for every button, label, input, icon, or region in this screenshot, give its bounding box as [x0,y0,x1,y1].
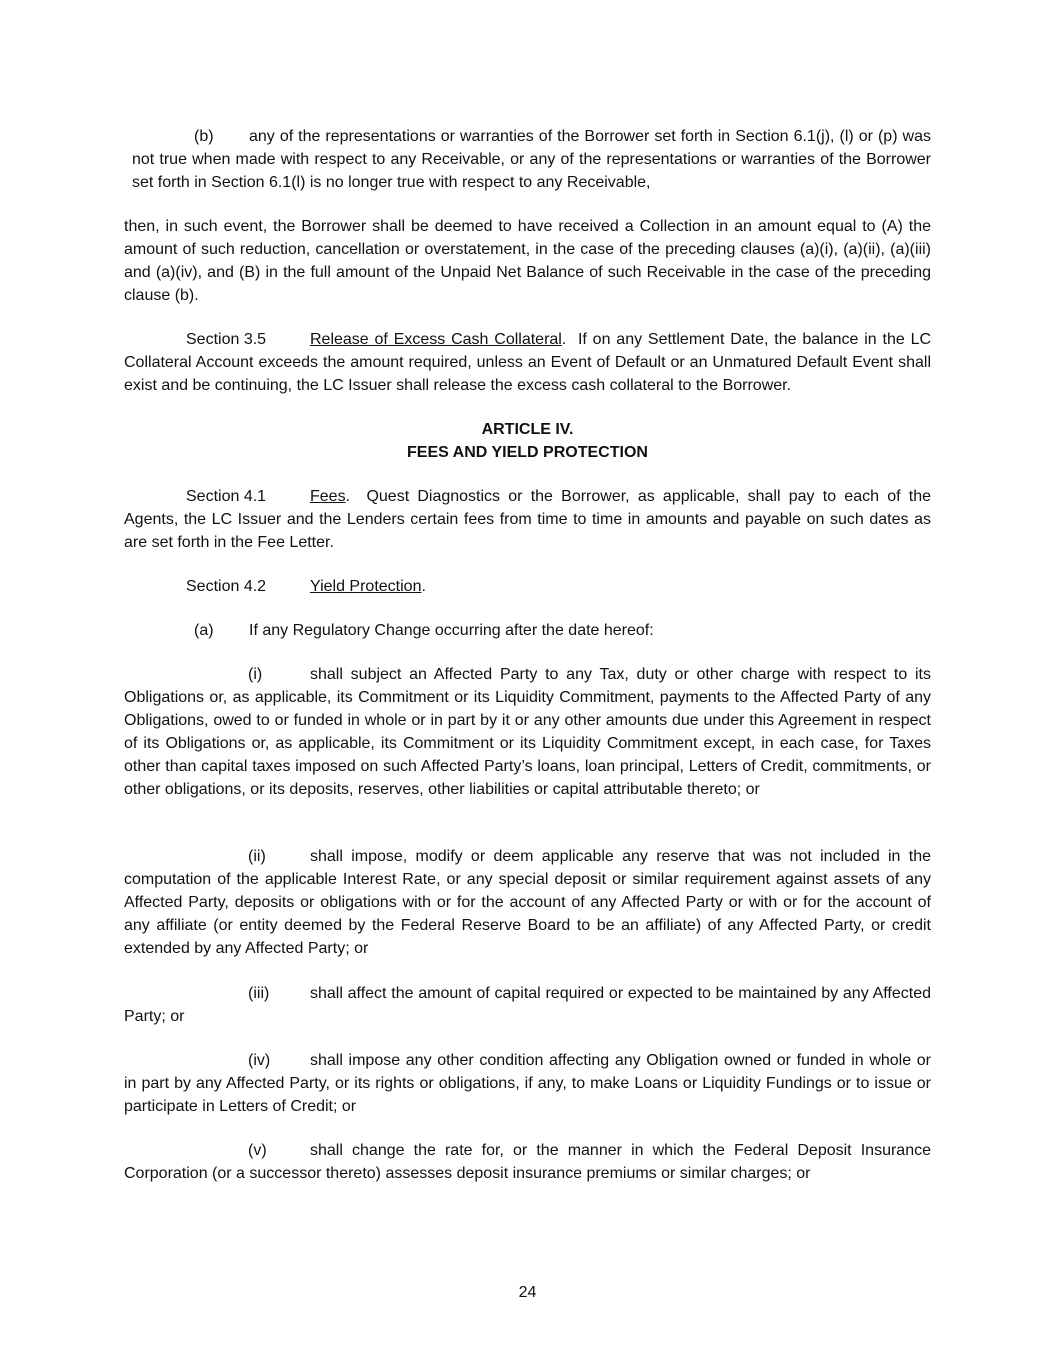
section-4-1-number: Section 4.1 [186,488,267,505]
section-3-5-title: Release of Excess Cash Collateral [310,331,562,348]
clause-b-label: (b) [194,128,214,145]
clause-a-paragraph [124,619,931,642]
sub-iv-paragraph [124,1049,931,1118]
sub-i-paragraph [124,663,931,801]
sub-i-text: shall subject an Affected Party to any Tax, duty or other charge with respect to its Obligations or, as applicable, its Commitment or its Liquidity Commitment, payments to the Affected Party of any Obligations, owed to or funded in whole or in part by it or any other amounts due under this Agreement in respect of its Obligations or, as applicable, its Commitment or its Liquidity Commitment except, in each case, for Taxes other than capital taxes imposed on such Affected Party’s loans, loan principal, Letters of Credit, commitments, or other obligations, or its deposits, reserves, other liabilities or capital attributable thereto; or [124,666,931,798]
sub-i-label: (i) [248,666,263,683]
section-4-2-paragraph [124,575,931,598]
clause-a-label: (a) [194,622,214,639]
section-3-5-text: If on any Settlement Date, the balance in the LC Collateral Account exceeds the amount required, unless an Event of Default or an Unmatured Default Event shall exist and be continuing, the LC Issuer shall release the excess cash collateral to the Borrower. [124,331,932,394]
section-3-5-title-punct: . [561,331,567,348]
then-paragraph: then, in such event, the Borrower shall be deemed to have received a Collection in an amount equal to (A) the amount of such reduction, cancellation or overstatement, in the case of the preceding clauses (a)(i), (a)(ii), (a)(iii) and (a)(iv), and (B) in the full amount of the Unpaid Net Balance of such Receivable in the case of the preceding clause (b). [124,218,931,304]
section-3-5-paragraph [124,328,931,397]
section-4-1-paragraph [124,485,931,554]
section-3-5-number: Section 3.5 [186,331,267,348]
page-number: 24 [518,1284,537,1301]
article-number-heading: ARTICLE IV. [481,421,574,438]
sub-ii-paragraph [124,845,931,960]
sub-ii-label: (ii) [248,848,266,865]
sub-iv-label: (iv) [248,1052,271,1069]
sub-iv-text: shall impose any other condition affecting any Obligation owned or funded in whole or in part by any Affected Party, or its rights or obligations, if any, to make Loans or Liquidity Fundings or to issue or participate in Letters of Credit; or [124,1052,931,1115]
sub-v-paragraph [124,1139,931,1185]
section-4-1-text: Quest Diagnostics or the Borrower, as applicable, shall pay to each of the Agents, the LC Issuer and the Lenders certain fees from time to time in amounts and payable on such dates as are set forth in the Fee Letter. [124,488,931,551]
article-title-heading: FEES AND YIELD PROTECTION [407,444,648,461]
sub-iii-paragraph [124,982,931,1028]
clause-a-text: If any Regulatory Change occurring after the date hereof: [249,622,654,639]
sub-iii-label: (iii) [248,985,270,1002]
section-4-2-title: Yield Protection [310,578,422,595]
sub-v-label: (v) [248,1142,267,1159]
section-4-2-number: Section 4.2 [186,578,267,595]
sub-iii-text: shall affect the amount of capital required or expected to be maintained by any Affected Party; or [124,985,931,1025]
section-4-2-title-punct: . [421,578,426,595]
sub-v-text: shall change the rate for, or the manner in which the Federal Deposit Insurance Corporation (or a successor thereto) assesses deposit insurance premiums or similar charges; or [124,1142,931,1182]
clause-b-text: any of the representations or warranties of the Borrower set forth in Section 6.1(j), (l) or (p) was not true when made with respect to any Receivable, or any of the representations or warranties of the Borrower set forth in Section 6.1(l) is no longer true with respect to any Receivable, [132,128,931,191]
clause-b-paragraph [132,125,931,194]
section-4-1-title: Fees [310,488,346,505]
section-4-1-title-punct: . [345,488,351,505]
sub-ii-text: shall impose, modify or deem applicable any reserve that was not included in the computation of the applicable Interest Rate, or any special deposit or similar requirement against assets of any Affected Party, deposits or obligations with or for the account of any Affected Party or with or for the account of any affiliate (or entity deemed by the Federal Reserve Board to be an affiliate) of any Affected Party, or credit extended by any Affected Party; or [124,848,931,957]
